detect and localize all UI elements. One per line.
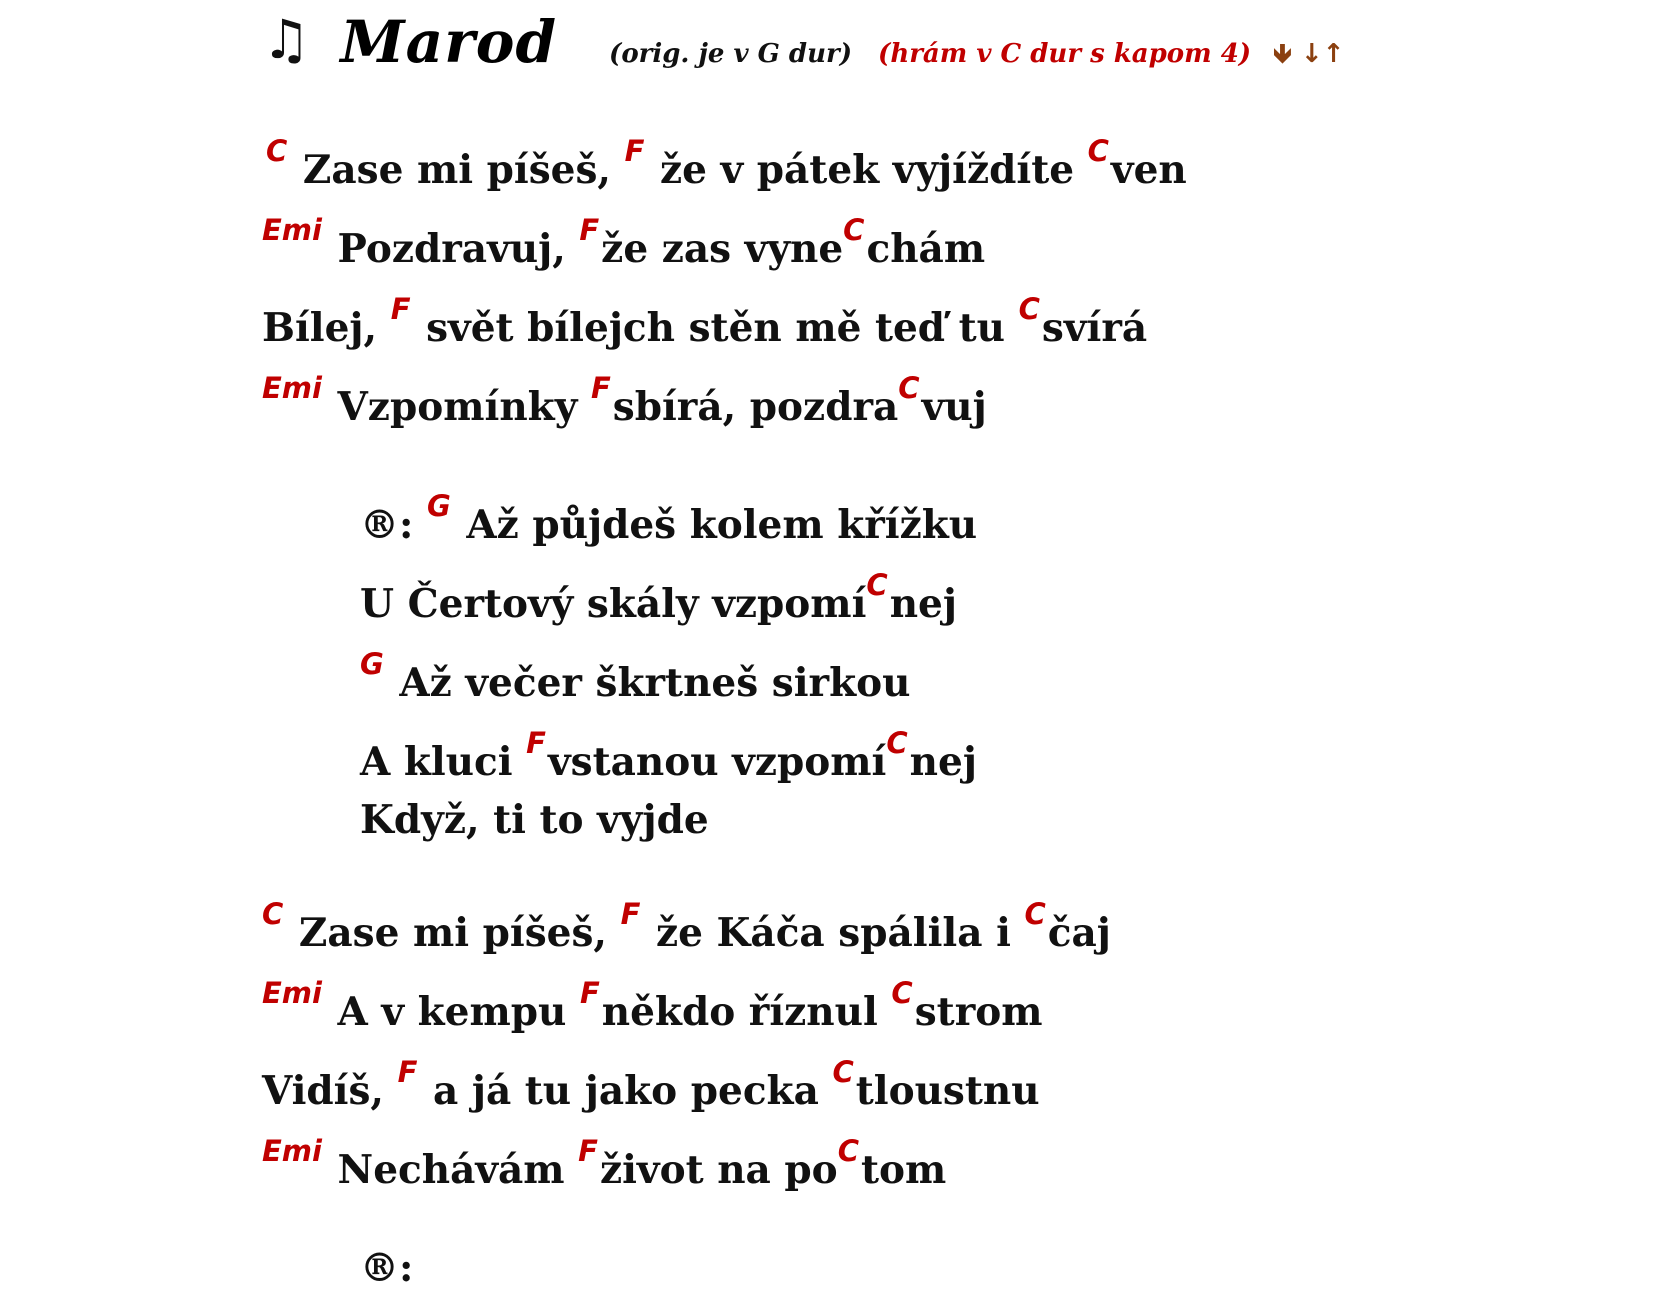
lyric: vstanou vzpomí xyxy=(547,739,887,785)
lyric: A v kempu xyxy=(337,989,580,1035)
lyric: že zas vyne xyxy=(601,226,844,272)
lyric: Vidíš, xyxy=(262,1068,398,1114)
transpose-toggle-icon[interactable]: ↓↑ xyxy=(1300,39,1345,69)
original-key-note: (orig. je v G dur) xyxy=(609,39,853,69)
lyric: a já tu jako pecka xyxy=(432,1068,833,1114)
lyric: Když, ti to vyjde xyxy=(360,797,709,843)
chorus-line1 xyxy=(360,489,978,548)
chord[interactable]: Emi xyxy=(262,213,322,247)
chord[interactable]: F xyxy=(390,292,411,326)
verse1-line1 xyxy=(266,134,1187,193)
lyric: čaj xyxy=(1047,910,1111,956)
lyric: nej xyxy=(889,581,957,627)
lyric: chám xyxy=(866,226,986,272)
chorus-line2 xyxy=(360,568,957,627)
transpose-controls xyxy=(1273,35,1344,79)
lyric: sbírá, pozdra xyxy=(612,384,899,430)
chorus-line5 xyxy=(360,797,709,843)
chord[interactable]: C xyxy=(866,568,888,602)
lyric: Bílej, xyxy=(262,305,391,351)
chord[interactable]: F xyxy=(590,371,611,405)
lyric: strom xyxy=(914,989,1043,1035)
lyric: Vzpomínky xyxy=(337,384,591,430)
chord[interactable]: F xyxy=(579,213,600,247)
verse2-line1 xyxy=(262,897,1111,956)
chord[interactable]: C xyxy=(1024,897,1046,931)
lyric: Zase mi píšeš, xyxy=(298,910,621,956)
lyric: život na po xyxy=(599,1147,838,1193)
chord[interactable]: C xyxy=(262,897,284,931)
lyric: že Káča spálila i xyxy=(655,910,1025,956)
lyric: nej xyxy=(909,739,977,785)
transpose-down-icon[interactable]: 🡻 xyxy=(1273,39,1292,69)
chord[interactable]: F xyxy=(624,134,645,168)
chorus-marker: ®: xyxy=(360,502,427,548)
chord[interactable]: F xyxy=(620,897,641,931)
verse2-line3 xyxy=(262,1055,1040,1114)
verse1-line3 xyxy=(262,292,1148,351)
chorus-line3 xyxy=(360,647,911,706)
chord[interactable]: Emi xyxy=(262,371,322,405)
verse1-line2 xyxy=(262,213,986,272)
lyric: vuj xyxy=(921,384,987,430)
song-title: Marod xyxy=(340,8,558,76)
lyric: Zase mi píšeš, xyxy=(302,147,625,193)
lyric: někdo říznul xyxy=(601,989,892,1035)
verse1-line4 xyxy=(262,371,987,430)
lyric: A kluci xyxy=(360,739,527,785)
chord[interactable]: C xyxy=(1018,292,1040,326)
chord[interactable]: F xyxy=(578,1134,598,1168)
song-header xyxy=(262,8,1344,88)
lyric: svět bílejch stěn mě teď tu xyxy=(426,305,1019,351)
lyric: tloustnu xyxy=(855,1068,1040,1114)
chord[interactable]: Emi xyxy=(262,1134,322,1168)
lyric: svírá xyxy=(1041,305,1148,351)
chord[interactable]: C xyxy=(1087,134,1109,168)
chord[interactable]: Emi xyxy=(262,976,322,1010)
lyric: Až večer škrtneš sirkou xyxy=(399,660,911,706)
chorus-marker: ®: xyxy=(360,1245,414,1291)
chord[interactable]: C xyxy=(266,134,288,168)
lyric: U Čertový skály vzpomí xyxy=(360,581,867,627)
chord[interactable]: C xyxy=(832,1055,854,1089)
chorus-repeat xyxy=(360,1245,414,1291)
chord[interactable]: C xyxy=(886,726,908,760)
lyric: Nechávám xyxy=(337,1147,579,1193)
lyric: Pozdravuj, xyxy=(337,226,580,272)
chord[interactable]: F xyxy=(526,726,546,760)
chord[interactable]: C xyxy=(891,976,913,1010)
lyric: Až půjdeš kolem křížku xyxy=(466,502,978,548)
chord[interactable]: C xyxy=(843,213,865,247)
verse2-line2 xyxy=(262,976,1043,1035)
verse2-line4 xyxy=(262,1134,947,1193)
chorus-line4 xyxy=(360,726,977,785)
chord[interactable]: F xyxy=(397,1055,418,1089)
playing-key-note: (hrám v C dur s kapom 4) xyxy=(878,39,1252,69)
chord[interactable]: G xyxy=(360,647,384,681)
music-note-icon: ♫ xyxy=(262,8,311,71)
lyric: ven xyxy=(1110,147,1187,193)
chord[interactable]: C xyxy=(898,371,920,405)
lyric: že v pátek vyjíždíte xyxy=(659,147,1088,193)
chord[interactable]: C xyxy=(837,1134,859,1168)
chord[interactable]: G xyxy=(426,489,451,523)
chord[interactable]: F xyxy=(579,976,600,1010)
lyric: tom xyxy=(860,1147,947,1193)
